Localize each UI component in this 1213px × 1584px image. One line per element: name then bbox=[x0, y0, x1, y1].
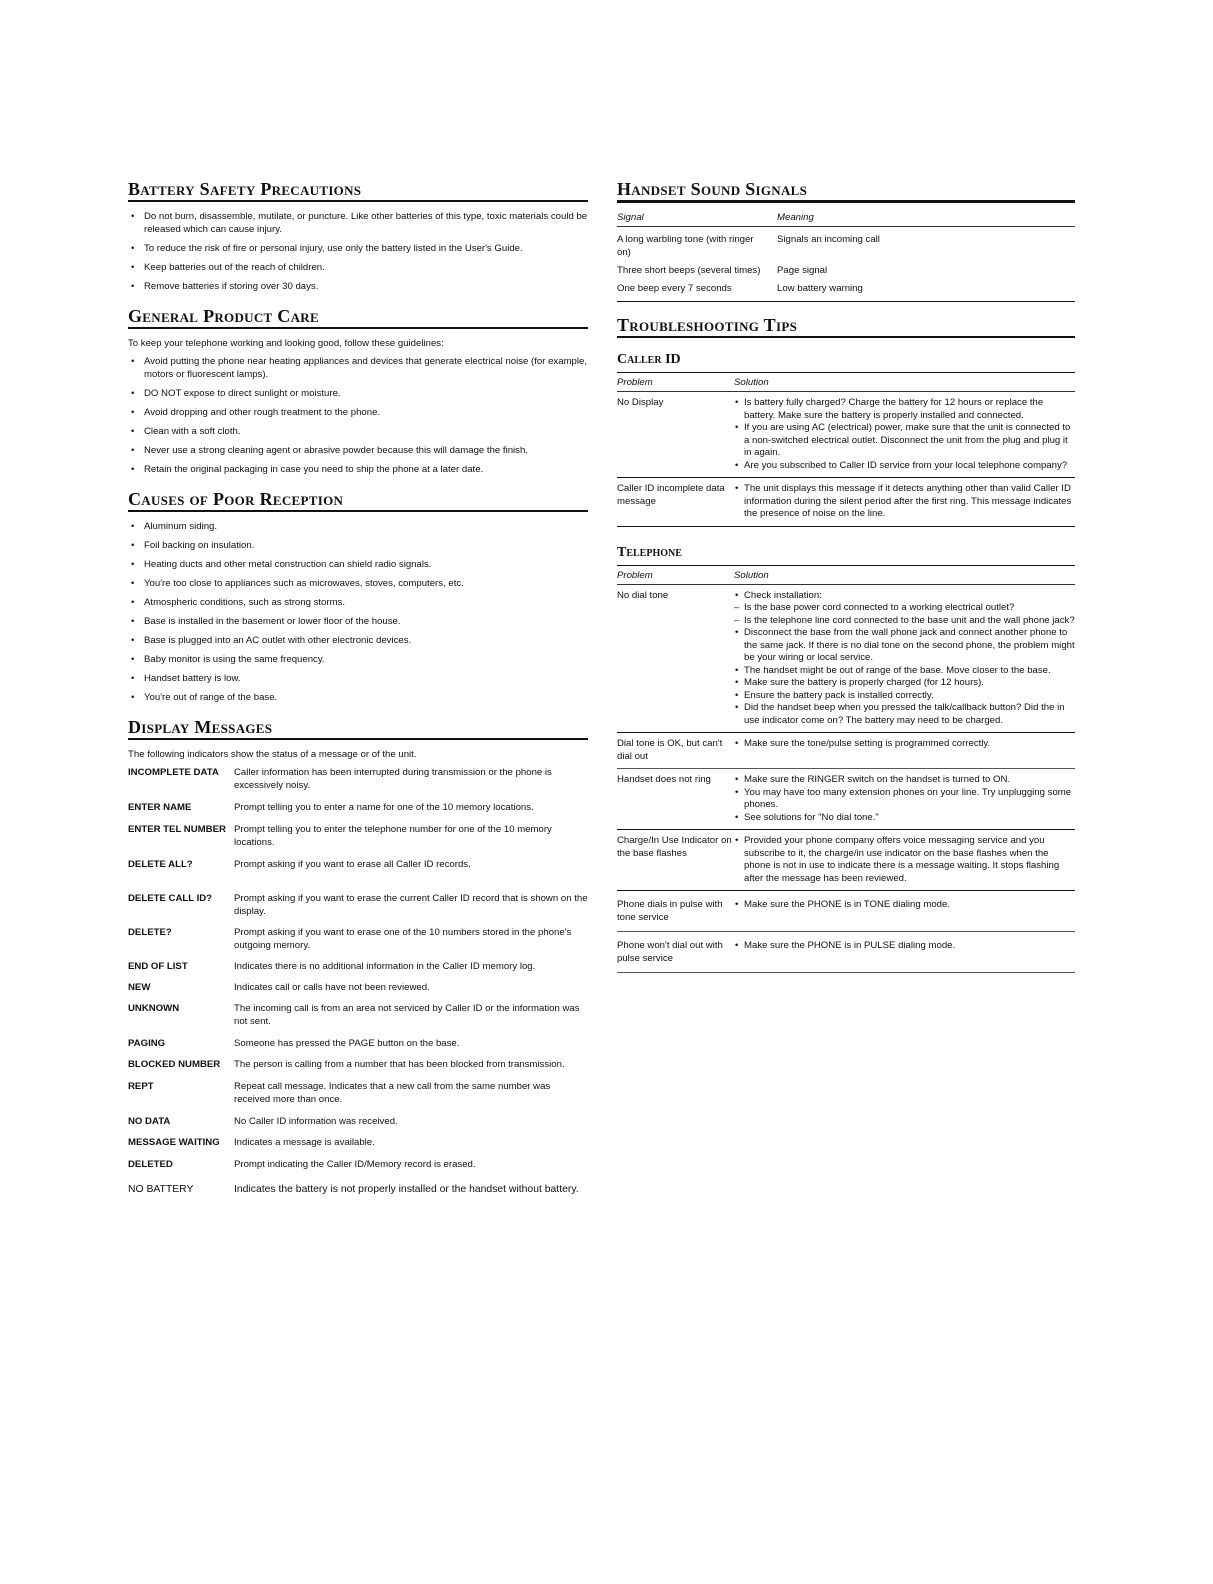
problem-cell: Phone won't dial out with pulse service bbox=[617, 940, 723, 964]
solution-item: • Are you subscribed to Caller ID service from your local telephone company? bbox=[734, 460, 1075, 473]
solution-item: • Ensure the battery pack is installed correctly. bbox=[734, 690, 1075, 703]
list-item bbox=[128, 766, 588, 792]
solution-subitem: – Is the base power cord connected to a working electrical outlet? bbox=[734, 602, 1075, 615]
message-def: No Caller ID information was received. bbox=[234, 1116, 398, 1127]
telephone-subtitle: Telephone bbox=[617, 544, 682, 560]
meaning-cell: Low battery warning bbox=[777, 278, 1075, 302]
list-item bbox=[128, 1158, 588, 1171]
list-item: • Atmospheric conditions, such as strong storms. bbox=[128, 596, 588, 609]
problem-cell: No Display bbox=[617, 397, 664, 408]
solution-item: • The handset might be out of range of the base. Move closer to the base. bbox=[734, 665, 1075, 678]
display-messages-list bbox=[128, 766, 588, 1197]
message-def: Prompt asking if you want to erase one of the 10 numbers stored in the phone's outgoing memory. bbox=[234, 927, 572, 951]
message-term: ENTER NAME bbox=[128, 802, 192, 813]
solution-item: • Check installation: bbox=[734, 590, 1075, 603]
list-item: • Base is installed in the basement or lower floor of the house. bbox=[128, 615, 588, 628]
solution-item: • If you are using AC (electrical) power, make sure that the unit is connected to a non-switched electrical outlet. Disconnect the unit from the plug and plug it in again. bbox=[734, 422, 1075, 460]
message-def: Repeat call message. Indicates that a new call from the same number was received more than once. bbox=[234, 1081, 551, 1105]
list-item: • Retain the original packaging in case you need to ship the phone at a later date. bbox=[128, 463, 588, 476]
table-row bbox=[617, 769, 1075, 830]
list-item bbox=[128, 801, 588, 814]
message-term: DELETE ALL? bbox=[128, 859, 193, 870]
list-item bbox=[128, 1136, 588, 1149]
battery-title: Battery Safety Precautions bbox=[128, 179, 362, 199]
table-row bbox=[617, 932, 1075, 973]
care-list bbox=[128, 355, 588, 476]
message-def: Indicates call or calls have not been reviewed. bbox=[234, 982, 430, 993]
message-def: Prompt telling you to enter the telephone number for one of the 10 memory locations. bbox=[234, 824, 552, 848]
solution-cell bbox=[734, 774, 1075, 824]
solution-item: • Make sure the PHONE is in PULSE dialing mode. bbox=[734, 940, 1075, 953]
message-term: DELETED bbox=[128, 1159, 173, 1170]
sound-title: Handset Sound Signals bbox=[617, 179, 808, 199]
message-def: Indicates there is no additional information in the Caller ID memory log. bbox=[234, 961, 536, 972]
message-term: MESSAGE WAITING bbox=[128, 1137, 220, 1148]
col-solution: Solution bbox=[734, 569, 769, 581]
problem-cell: Phone dials in pulse with tone service bbox=[617, 899, 723, 923]
message-def: Prompt indicating the Caller ID/Memory record is erased. bbox=[234, 1159, 476, 1170]
col-problem: Problem bbox=[617, 377, 653, 388]
table-row bbox=[617, 260, 1075, 278]
message-term: UNKNOWN bbox=[128, 1003, 180, 1014]
problem-cell: Dial tone is OK, but can't dial out bbox=[617, 738, 723, 762]
battery-list bbox=[128, 210, 588, 293]
solution-cell bbox=[734, 483, 1075, 521]
list-item: • To reduce the risk of fire or personal injury, use only the battery listed in the User's Guide. bbox=[128, 242, 588, 255]
list-item: • Avoid dropping and other rough treatment to the phone. bbox=[128, 406, 588, 419]
list-item bbox=[128, 1037, 588, 1050]
display-intro: The following indicators show the status of a message or of the unit. bbox=[128, 749, 417, 760]
solution-item: • Is battery fully charged? Charge the battery for 12 hours or replace the battery. Make sure the battery is properly installed and connected. bbox=[734, 397, 1075, 422]
message-term: PAGING bbox=[128, 1038, 166, 1049]
solution-cell bbox=[734, 899, 1075, 924]
message-term: DELETE CALL ID? bbox=[128, 893, 213, 904]
telephone-table-header bbox=[617, 565, 1075, 585]
table-row bbox=[617, 733, 1075, 769]
list-item bbox=[128, 981, 588, 994]
list-item bbox=[128, 1115, 588, 1128]
list-item bbox=[128, 960, 588, 973]
list-item: • Remove batteries if storing over 30 days. bbox=[128, 280, 588, 293]
problem-cell: Handset does not ring bbox=[617, 774, 711, 785]
list-item: • Never use a strong cleaning agent or abrasive powder because this will damage the finish. bbox=[128, 444, 588, 457]
list-item: • Handset battery is low. bbox=[128, 672, 588, 685]
list-item: • Aluminum siding. bbox=[128, 520, 588, 533]
battery-rule bbox=[128, 200, 588, 202]
message-term: REPT bbox=[128, 1081, 154, 1092]
solution-cell bbox=[734, 940, 1075, 965]
message-term: INCOMPLETE DATA bbox=[128, 767, 219, 778]
signal-cell: Three short beeps (several times) bbox=[617, 265, 761, 276]
solution-subitem: – Is the telephone line cord connected to the base unit and the wall phone jack? bbox=[734, 615, 1075, 628]
col-signal: Signal bbox=[617, 209, 777, 227]
problem-cell: Charge/In Use Indicator on the base flashes bbox=[617, 835, 732, 859]
list-item bbox=[128, 892, 588, 918]
list-item bbox=[128, 858, 588, 871]
care-title: General Product Care bbox=[128, 306, 319, 326]
message-def: Someone has pressed the PAGE button on the base. bbox=[234, 1038, 460, 1049]
message-def: Caller information has been interrupted during transmission or the phone is excessively noisy. bbox=[234, 767, 552, 791]
care-intro: To keep your telephone working and looking good, follow these guidelines: bbox=[128, 338, 444, 349]
list-item: • You're out of range of the base. bbox=[128, 691, 588, 704]
message-def: The incoming call is from an area not serviced by Caller ID or the information was not sent. bbox=[234, 1003, 580, 1027]
meaning-cell: Page signal bbox=[777, 265, 828, 276]
care-rule bbox=[128, 327, 588, 329]
meaning-cell: Signals an incoming call bbox=[777, 234, 880, 245]
list-item: • Foil backing on insulation. bbox=[128, 539, 588, 552]
col-meaning: Meaning bbox=[777, 209, 1075, 227]
message-term: END OF LIST bbox=[128, 961, 188, 972]
col-problem: Problem bbox=[617, 569, 653, 581]
list-item bbox=[128, 823, 588, 849]
solution-cell bbox=[734, 738, 1075, 763]
message-term: ENTER TEL NUMBER bbox=[128, 824, 226, 835]
solution-cell bbox=[734, 835, 1075, 885]
solution-item: • Did the handset beep when you pressed the talk/callback button? Did the in use indicator come on? The battery may need to be charged. bbox=[734, 702, 1075, 727]
list-item bbox=[128, 1080, 588, 1106]
left-column bbox=[128, 178, 588, 1197]
reception-title: Causes of Poor Reception bbox=[128, 489, 344, 509]
reception-list bbox=[128, 520, 588, 704]
solution-item: • Make sure the RINGER switch on the handset is turned to ON. bbox=[734, 774, 1075, 787]
table-row bbox=[617, 278, 1075, 302]
signal-cell: One beep every 7 seconds bbox=[617, 278, 777, 302]
solution-item: • Make sure the tone/pulse setting is programmed correctly. bbox=[734, 738, 1075, 751]
message-def: Indicates a message is available. bbox=[234, 1137, 375, 1148]
list-item: • Avoid putting the phone near heating appliances and devices that generate electrical noise (for example, motors or fluorescent lamps). bbox=[128, 355, 588, 381]
list-item bbox=[128, 1002, 588, 1028]
display-title: Display Messages bbox=[128, 717, 273, 737]
reception-rule bbox=[128, 510, 588, 512]
list-item bbox=[128, 1058, 588, 1071]
list-item: • Do not burn, disassemble, mutilate, or puncture. Like other batteries of this type, toxic materials could be released which can cause injury. bbox=[128, 210, 588, 236]
list-item: • Base is plugged into an AC outlet with other electronic devices. bbox=[128, 634, 588, 647]
solution-cell bbox=[734, 397, 1075, 472]
table-row bbox=[617, 891, 1075, 932]
problem-cell: No dial tone bbox=[617, 589, 669, 601]
list-item: • Clean with a soft cloth. bbox=[128, 425, 588, 438]
solution-item: • The unit displays this message if it detects anything other than valid Caller ID information during the silent period after the first ring. This message indicates the presence of noise on the line. bbox=[734, 483, 1075, 521]
message-def: Prompt telling you to enter a name for one of the 10 memory locations. bbox=[234, 802, 534, 813]
table-row bbox=[617, 392, 1075, 478]
message-def: Prompt asking if you want to erase all Caller ID records. bbox=[234, 859, 471, 870]
list-item bbox=[128, 1183, 588, 1197]
trouble-rule bbox=[617, 336, 1075, 338]
callerid-subtitle: Caller ID bbox=[617, 352, 681, 367]
message-term: NEW bbox=[128, 982, 151, 993]
solution-item: • Make sure the battery is properly charged (for 12 hours). bbox=[734, 677, 1075, 690]
list-item: • DO NOT expose to direct sunlight or moisture. bbox=[128, 387, 588, 400]
sound-rule bbox=[617, 200, 1075, 203]
solution-item: • See solutions for "No dial tone." bbox=[734, 812, 1075, 825]
message-def: Prompt asking if you want to erase the current Caller ID record that is shown on the display. bbox=[234, 893, 588, 917]
solution-item: • You may have too many extension phones on your line. Try unplugging some phones. bbox=[734, 787, 1075, 812]
callerid-table-header bbox=[617, 372, 1075, 392]
table-row bbox=[617, 227, 1075, 261]
col-solution: Solution bbox=[734, 377, 769, 388]
right-column bbox=[617, 178, 1075, 973]
solution-item: • Disconnect the base from the wall phone jack and connect another phone to the same jack. If there is no dial tone on the second phone, the problem might be your wiring or local service. bbox=[734, 627, 1075, 665]
solution-item: • Provided your phone company offers voice messaging service and you subscribe to it, the charge/in use indicator on the base flashes when the phone is not in use to indicate there is a message waiting. It stops flashing after the message has been reviewed. bbox=[734, 835, 1075, 885]
list-item bbox=[128, 926, 588, 952]
sound-signals-table bbox=[617, 209, 1075, 302]
list-item: • You're too close to appliances such as microwaves, stoves, computers, etc. bbox=[128, 577, 588, 590]
list-item: • Heating ducts and other metal construction can shield radio signals. bbox=[128, 558, 588, 571]
message-term: NO BATTERY bbox=[128, 1184, 194, 1195]
solution-item: • Make sure the PHONE is in TONE dialing mode. bbox=[734, 899, 1075, 912]
table-row bbox=[617, 830, 1075, 891]
signal-cell: A long warbling tone (with ringer on) bbox=[617, 234, 754, 258]
message-term: BLOCKED NUMBER bbox=[128, 1059, 221, 1070]
table-row bbox=[617, 585, 1075, 734]
trouble-title: Troubleshooting Tips bbox=[617, 315, 798, 335]
solution-cell bbox=[734, 590, 1075, 728]
list-item: • Baby monitor is using the same frequency. bbox=[128, 653, 588, 666]
message-term: DELETE? bbox=[128, 927, 172, 938]
message-term: NO DATA bbox=[128, 1116, 171, 1127]
table-row bbox=[617, 478, 1075, 527]
problem-cell: Caller ID incomplete data message bbox=[617, 483, 725, 507]
display-rule bbox=[128, 738, 588, 740]
message-def: Indicates the battery is not properly installed or the handset without battery. bbox=[234, 1184, 579, 1195]
message-def: The person is calling from a number that has been blocked from transmission. bbox=[234, 1059, 565, 1070]
list-item: • Keep batteries out of the reach of children. bbox=[128, 261, 588, 274]
